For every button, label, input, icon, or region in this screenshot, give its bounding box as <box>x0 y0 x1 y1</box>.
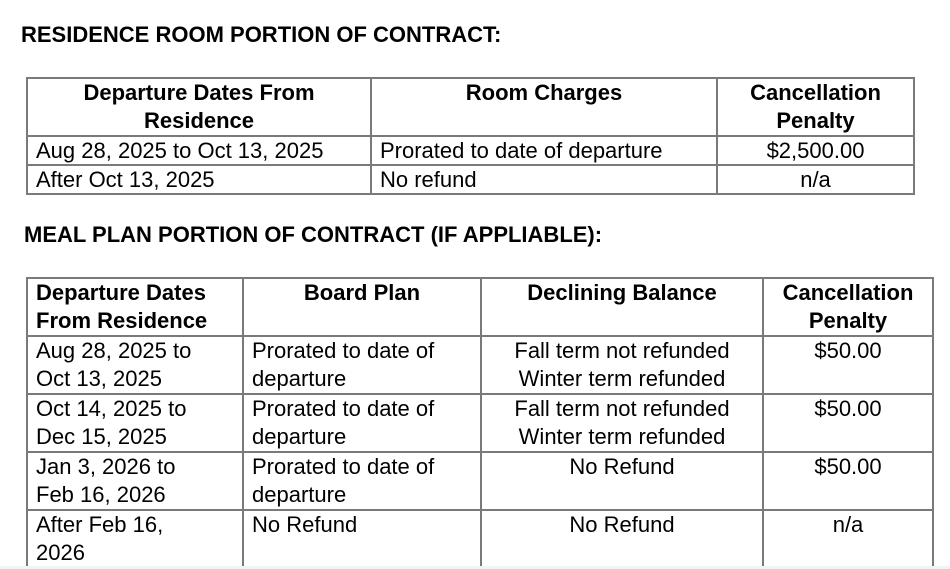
column-header-board-plan: Board Plan <box>243 278 481 336</box>
column-header-departure-dates <box>27 278 243 336</box>
departure-dates-cell: Aug 28, 2025 to Oct 13, 2025 <box>27 136 371 165</box>
room-charges-cell: No refund <box>371 165 717 194</box>
cell-text: 2026 <box>36 540 85 565</box>
board-plan-cell <box>243 336 481 394</box>
cell-text: Winter term refunded <box>518 424 726 449</box>
column-header-departure-dates <box>27 78 371 136</box>
table-row <box>27 452 933 510</box>
cell-text: Winter term refunded <box>518 366 726 391</box>
header-text: Departure Dates <box>36 280 206 305</box>
cell-text: After Feb 16, <box>36 512 164 537</box>
penalty-cell: $50.00 <box>763 452 933 510</box>
cell-text: Feb 16, 2026 <box>36 482 166 507</box>
column-header-cancellation-penalty <box>763 278 933 336</box>
room-charges-cell: Prorated to date of departure <box>371 136 717 165</box>
cell-text: Aug 28, 2025 to <box>36 338 192 363</box>
table-header-row <box>27 278 933 336</box>
cell-text: Jan 3, 2026 to <box>36 454 176 479</box>
table-row <box>27 165 914 194</box>
penalty-cell: $2,500.00 <box>717 136 914 165</box>
board-plan-cell <box>243 452 481 510</box>
cell-text: No Refund <box>569 512 675 537</box>
header-text: From Residence <box>36 308 208 333</box>
cell-text: No Refund <box>252 512 358 537</box>
cell-text: departure <box>252 366 347 391</box>
cell-text: Oct 14, 2025 to <box>36 396 187 421</box>
table-row <box>27 510 933 568</box>
column-header-room-charges: Room Charges <box>371 78 717 136</box>
table-header-row <box>27 78 914 136</box>
cell-text: Prorated to date of <box>252 454 435 479</box>
declining-balance-cell <box>481 336 763 394</box>
cell-text: No Refund <box>569 454 675 479</box>
departure-dates-cell <box>27 510 243 568</box>
declining-balance-cell <box>481 510 763 568</box>
column-header-declining-balance: Declining Balance <box>481 278 763 336</box>
departure-dates-cell <box>27 336 243 394</box>
board-plan-cell <box>243 394 481 452</box>
header-text: Penalty <box>808 308 888 333</box>
cell-text: Prorated to date of <box>252 396 435 421</box>
column-header-cancellation-penalty <box>717 78 914 136</box>
header-text: Cancellation <box>750 80 881 105</box>
departure-dates-cell <box>27 452 243 510</box>
cell-text: departure <box>252 482 347 507</box>
penalty-cell: n/a <box>717 165 914 194</box>
residence-refund-table <box>26 77 915 195</box>
meal-plan-refund-table <box>26 277 934 569</box>
table-row <box>27 336 933 394</box>
header-text: Cancellation <box>782 280 914 305</box>
header-text: Departure Dates From <box>83 80 315 105</box>
board-plan-cell <box>243 510 481 568</box>
table-row <box>27 136 914 165</box>
departure-dates-cell: After Oct 13, 2025 <box>27 165 371 194</box>
cell-text: Oct 13, 2025 <box>36 366 162 391</box>
cell-text: Dec 15, 2025 <box>36 424 167 449</box>
declining-balance-cell <box>481 452 763 510</box>
cell-text: Fall term not refunded <box>514 396 730 421</box>
cell-text: Prorated to date of <box>252 338 435 363</box>
residence-section-heading: RESIDENCE ROOM PORTION OF CONTRACT: <box>21 22 502 47</box>
header-text: Penalty <box>776 108 855 133</box>
table-row <box>27 394 933 452</box>
meal-plan-section-heading: MEAL PLAN PORTION OF CONTRACT (IF APPLIABLE): <box>24 222 603 247</box>
departure-dates-cell <box>27 394 243 452</box>
cell-text: departure <box>252 424 347 449</box>
cell-text: Fall term not refunded <box>514 338 730 363</box>
header-text: Residence <box>143 108 255 133</box>
penalty-cell: $50.00 <box>763 394 933 452</box>
penalty-cell: n/a <box>763 510 933 568</box>
penalty-cell: $50.00 <box>763 336 933 394</box>
declining-balance-cell <box>481 394 763 452</box>
